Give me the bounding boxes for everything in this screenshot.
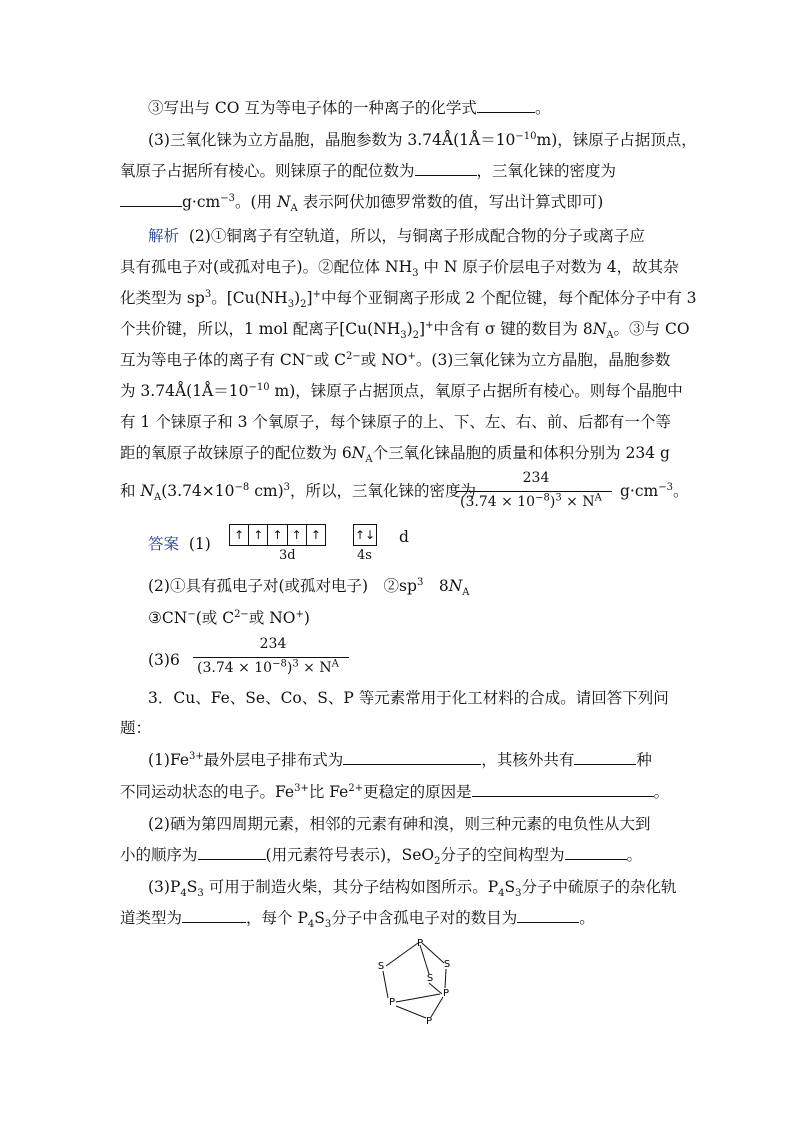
q3-sub2-line-2: 小的顺序为 (用元素符号表示)，SeO$_2$分子的空间构型为 。 xyxy=(120,846,643,868)
analysis-line-3: 化类型为 $sp^3$。$[Cu(NH_3)_2]^+$中每个亚铜离子形成 2 个配位键，每个配体分子中有 3 xyxy=(120,288,697,311)
q3-sub3-line-1: $(3)P_4S_3$ 可用于制造火柴，其分子结构如图所示。$P_4S_3$分子中硫原子的杂化轨 xyxy=(148,878,677,900)
question-3-line-1: (3)三氧化铼为立方晶胞，晶胞参数为 $3.74Å(1Å=10^{-10}m)$，铼原子占据顶点， xyxy=(148,130,697,149)
bond-line xyxy=(396,994,440,1002)
fraction-bar xyxy=(193,657,349,658)
bond-line xyxy=(383,971,388,998)
p4s3-molecule-diagram xyxy=(366,938,466,1028)
answer-line-2: (2)①具有孤电子对(或孤对电子) $②sp^3$ $8N_A$ xyxy=(148,576,470,599)
q3-sub1-line-1: $(1)Fe^{3+}$最外层电子排布式为 ，其核外共有 种 xyxy=(148,750,652,769)
orbital-diagram-3d xyxy=(229,524,326,546)
analysis-line-2: 具有孤电子对(或孤对电子)。②配位体 $NH_3$ 中 N 原子价层电子对数为 4，故其杂 xyxy=(120,258,679,280)
analysis-line-1: 解析 (2)①铜离子有空轨道，所以，与铜离子形成配合物的分子或离子应 xyxy=(148,227,645,245)
q3-sub3-line-2: 道类型为 ，每个 $P_4S_3$分子中含孤电子对的数目为 。 xyxy=(120,909,595,931)
answer-density-fraction xyxy=(193,636,353,680)
orbital-box: ↑ xyxy=(249,525,268,545)
fraction-denominator: $(3.74 \times 10^{-8})^3 \times N^A$ xyxy=(197,658,339,676)
analysis-label: 解析 xyxy=(148,227,180,245)
orbital-box: ↑ xyxy=(310,528,321,542)
q3-sub2-line-1: (2)硒为第四周期元素，相邻的元素有砷和溴，则三种元素的电负性从大到 xyxy=(148,815,651,833)
atom-label: P xyxy=(388,997,396,1008)
orbital-box: ↑ xyxy=(230,525,249,545)
analysis-line-5: 互为等电子体的离子有 CN−或 $C^{2-}$或 NO+。(3)三氧化铼为立方晶胞，晶胞参数 xyxy=(120,350,671,369)
answer-blank xyxy=(120,192,182,207)
q3-line-2: 题： xyxy=(120,719,152,737)
atom-label: P xyxy=(416,938,424,949)
atom-label: S xyxy=(443,959,451,970)
analysis-line-9: 和 $N_A(3.74\times 10^{-8}$ cm)$^3$，所以，三氧化铼的密度为 xyxy=(120,481,477,504)
answer-blank xyxy=(343,750,481,765)
orbital-box: ↑ xyxy=(288,525,307,545)
bond-line xyxy=(429,983,442,994)
analysis-line-8: 距的氧原子故铼原子的配位数为 $6N_A$个三氧化铼晶胞的质量和体积分别为 234 g xyxy=(120,444,670,466)
q3-line-1: 3．Cu、Fe、Se、Co、S、P 等元素常用于化工材料的合成。请回答下列问 xyxy=(148,689,669,707)
analysis-line-4: 个共价键，所以，1 mol 配离子$[Cu(NH_3)_2]^+$中含有 σ 键的数目为 $8N_A$。③与 CO xyxy=(120,319,690,342)
answer-block: d xyxy=(399,528,409,546)
answer-blank xyxy=(574,750,636,765)
answer-blank xyxy=(517,908,579,923)
bond-line xyxy=(431,997,443,1017)
answer-label: 答案 xyxy=(148,535,180,553)
analysis-line-7: 有 1 个铼原子和 3 个氧原子，每个铼原子的上、下、左、右、前、后都有一个等 xyxy=(120,413,671,431)
label-3d: 3d xyxy=(279,548,296,563)
fraction-numerator: 234 xyxy=(259,636,287,652)
atom-label: S xyxy=(426,973,434,984)
orbital-box: ↑↓ xyxy=(354,528,376,542)
answer-blank xyxy=(198,845,266,860)
answer-blank xyxy=(565,845,627,860)
bond-line xyxy=(396,1006,426,1018)
answer-blank xyxy=(182,908,246,923)
bond-line xyxy=(420,945,429,974)
orbital-box: ↑ xyxy=(268,525,287,545)
answer-blank xyxy=(477,98,535,113)
density-fraction xyxy=(456,470,616,514)
fraction-numerator: 234 xyxy=(522,470,550,486)
label-4s: 4s xyxy=(357,548,372,563)
bond-line xyxy=(445,969,446,988)
bond-line xyxy=(422,943,444,963)
question-3-line-3: $g\cdot cm^{-3}$。(用 $N_A$ 表示阿伏加德罗常数的值，写出计算式即可) xyxy=(120,192,603,212)
answer-blank xyxy=(472,782,654,797)
density-unit: $g\cdot cm^{-3}$。 xyxy=(620,481,689,500)
answer-blank xyxy=(415,161,477,176)
atom-label: P xyxy=(425,1016,433,1027)
answer-line-4: (3)6 xyxy=(148,651,180,669)
atom-label: P xyxy=(442,988,450,999)
orbital-diagram-4s xyxy=(353,524,377,546)
analysis-line-6: 为 $3.74Å(1Å=10^{-10}$ m)，铼原子占据顶点，氧原子占据所有棱心。则每个晶胞中 xyxy=(120,381,683,400)
answer-line-1: 答案 (1) xyxy=(148,535,211,553)
question-line-co: ③写出与 CO 互为等电子体的一种离子的化学式 。 xyxy=(148,99,551,117)
q3-sub1-line-2: 不同运动状态的电子。$Fe^{3+}$比 $Fe^{2+}$更稳定的原因是 。 xyxy=(120,782,670,801)
question-3-line-2: 氧原子占据所有棱心。则铼原子的配位数为 ，三氧化铼的密度为 xyxy=(120,162,617,180)
answer-line-3: ③CN−(或 $C^{2-}$或 NO+) xyxy=(148,608,310,627)
fraction-bar xyxy=(456,491,612,492)
bond-line xyxy=(386,943,418,966)
fraction-denominator: $(3.74 \times 10^{-8})^3 \times N^A$ xyxy=(460,492,602,510)
atom-label: S xyxy=(377,961,385,972)
